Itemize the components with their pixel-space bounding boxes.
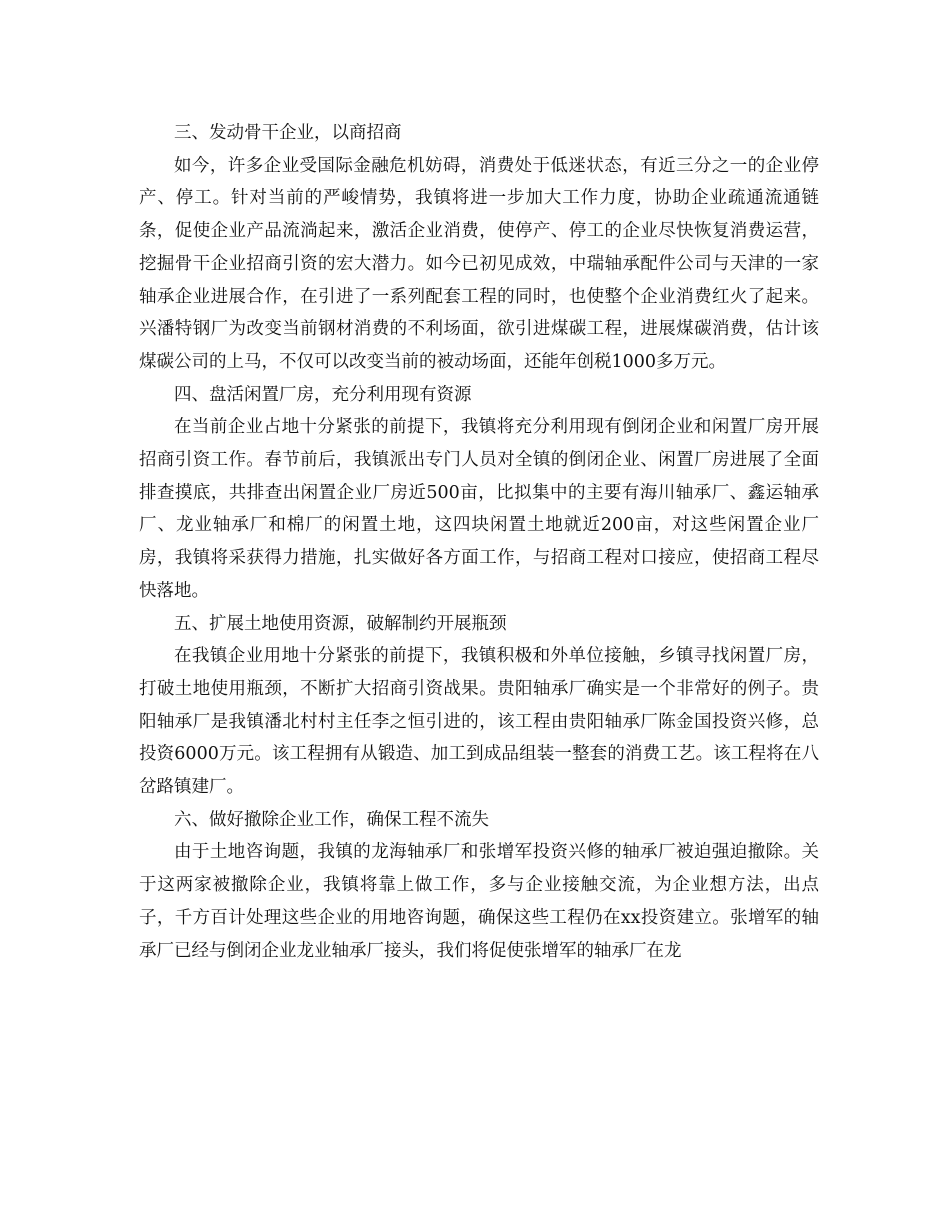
section-heading: 五、扩展土地使用资源，破解制约开展瓶颈: [174, 613, 507, 634]
section-heading: 三、发动骨干企业，以商招商: [174, 123, 402, 143]
section-paragraph: 在当前企业占地十分紧张的前提下，我镇将充分利用现有倒闭企业和闲置厂房开展招商引资工作。春节前后，我镇派出专门人员对全镇的倒闭企业、闲置厂房进展了全面排查摸底，共排查出闲置企业厂房近500亩，比拟集中的主要有海川轴承厂、鑫运轴承厂、龙业轴承厂和棉厂的闲置土地，这四块闲置土地就近200亩，对这些闲置企业厂房，我镇将采获得力措施，扎实做好各方面工作，与招商工程对口接应，使招商工程尽快落地。: [139, 417, 819, 601]
section-paragraph: 由于土地咨询题，我镇的龙海轴承厂和张增军投资兴修的轴承厂被迫强迫撤除。关于这两家被撤除企业，我镇将靠上做工作，多与企业接触交流，为企业想方法，出点子，千方百计处理这些企业的用地咨询题，确保这些工程仍在xx投资建立。张增军的轴承厂已经与倒闭企业龙业轴承厂接头，我们将促使张增军的轴承厂在龙: [139, 842, 819, 961]
section-paragraph: 在我镇企业用地十分紧张的前提下，我镇积极和外单位接触，乡镇寻找闲置厂房，打破土地使用瓶颈，不断扩大招商引资战果。贵阳轴承厂确实是一个非常好的例子。贵阳轴承厂是我镇潘北村村主任李之恒引进的，该工程由贵阳轴承厂陈金国投资兴修，总投资6000万元。该工程拥有从锻造、加工到成品组装一整套的消费工艺。该工程将在八岔路镇建厂。: [139, 646, 819, 798]
section-heading: 六、做好撤除企业工作，确保工程不流失: [174, 809, 489, 830]
document-body: [139, 117, 819, 967]
section-heading: 四、盘活闲置厂房，充分利用现有资源: [174, 384, 472, 405]
section-paragraph: 如今，许多企业受国际金融危机妨碍，消费处于低迷状态，有近三分之一的企业停产、停工。针对当前的严峻情势，我镇将进一步加大工作力度，协助企业疏通流通链条，促使企业产品流淌起来，激活企业消费，使停产、停工的企业尽快恢复消费运营，挖掘骨干企业招商引资的宏大潜力。如今已初见成效，中瑞轴承配件公司与天津的一家轴承企业进展合作，在引进了一系列配套工程的同时，也使整个企业消费红火了起来。兴潘特钢厂为改变当前钢材消费的不利场面，欲引进煤碳工程，进展煤碳消费，估计该煤碳公司的上马，不仅可以改变当前的被动场面，还能年创税1000多万元。: [139, 155, 819, 372]
